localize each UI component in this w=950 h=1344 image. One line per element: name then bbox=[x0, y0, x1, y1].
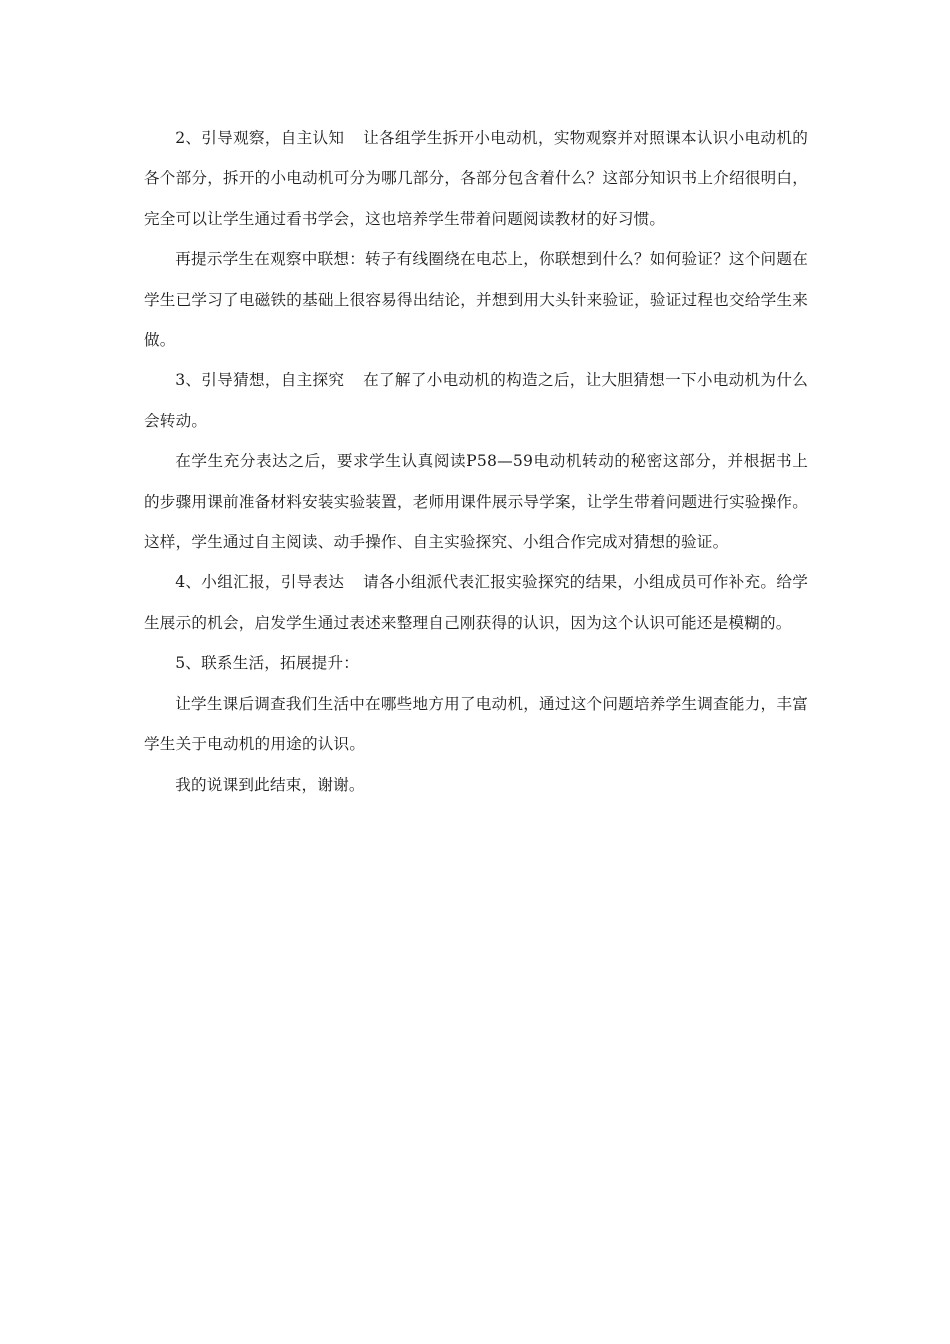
paragraph-association bbox=[144, 239, 808, 360]
experiment-text: 在学生充分表达之后，要求学生认真阅读P58—59电动机转动的秘密这部分，并根据书上的步骤用课前准备材料安装实验装置，老师用课件展示导学案，让学生带着问题进行实验操作。这样，学生通过自主阅读、动手操作、自主实验探究、小组合作完成对猜想的验证。 bbox=[144, 452, 808, 552]
step-2-heading: 2、引导观察，自主认知 bbox=[175, 129, 345, 147]
step-5-text: 让学生课后调查我们生活中在哪些地方用了电动机，通过这个问题培养学生调查能力，丰富学生关于电动机的用途的认识。 bbox=[144, 694, 808, 754]
step-3-text: 在了解了小电动机的构造之后，让大胆猜想一下小电动机为什么会转动。 bbox=[144, 371, 808, 430]
step-4-text: 请各小组派代表汇报实验探究的结果，小组成员可作补充。给学生展示的机会，启发学生通过表述来整理自己刚获得的认识，因为这个认识可能还是模糊的。 bbox=[144, 573, 808, 632]
closing-text: 我的说课到此结束，谢谢。 bbox=[175, 775, 365, 794]
step-5-heading: 5、联系生活，拓展提升： bbox=[175, 654, 360, 673]
paragraph-step-4 bbox=[144, 562, 808, 643]
paragraph-step-5-text bbox=[144, 684, 808, 765]
paragraph-step-2 bbox=[144, 118, 808, 239]
paragraph-step-3 bbox=[144, 360, 808, 441]
association-text: 再提示学生在观察中联想：转子有线圈绕在电芯上，你联想到什么？如何验证？这个问题在学生已学习了电磁铁的基础上很容易得出结论，并想到用大头针来验证，验证过程也交给学生来做。 bbox=[144, 250, 808, 350]
step-4-heading: 4、小组汇报，引导表达 bbox=[175, 573, 345, 592]
paragraph-step-5-heading bbox=[144, 643, 808, 683]
document-body bbox=[144, 118, 808, 805]
paragraph-experiment bbox=[144, 441, 808, 562]
step-2-text: 让各组学生拆开小电动机，实物观察并对照课本认识小电动机的各个部分，拆开的小电动机可分为哪几部分，各部分包含着什么？这部分知识书上介绍很明白，完全可以让学生通过看书学会，这也培养学生带着问题阅读教材的好习惯。 bbox=[144, 129, 808, 228]
paragraph-closing bbox=[144, 765, 808, 805]
step-3-heading: 3、引导猜想，自主探究 bbox=[175, 371, 345, 390]
